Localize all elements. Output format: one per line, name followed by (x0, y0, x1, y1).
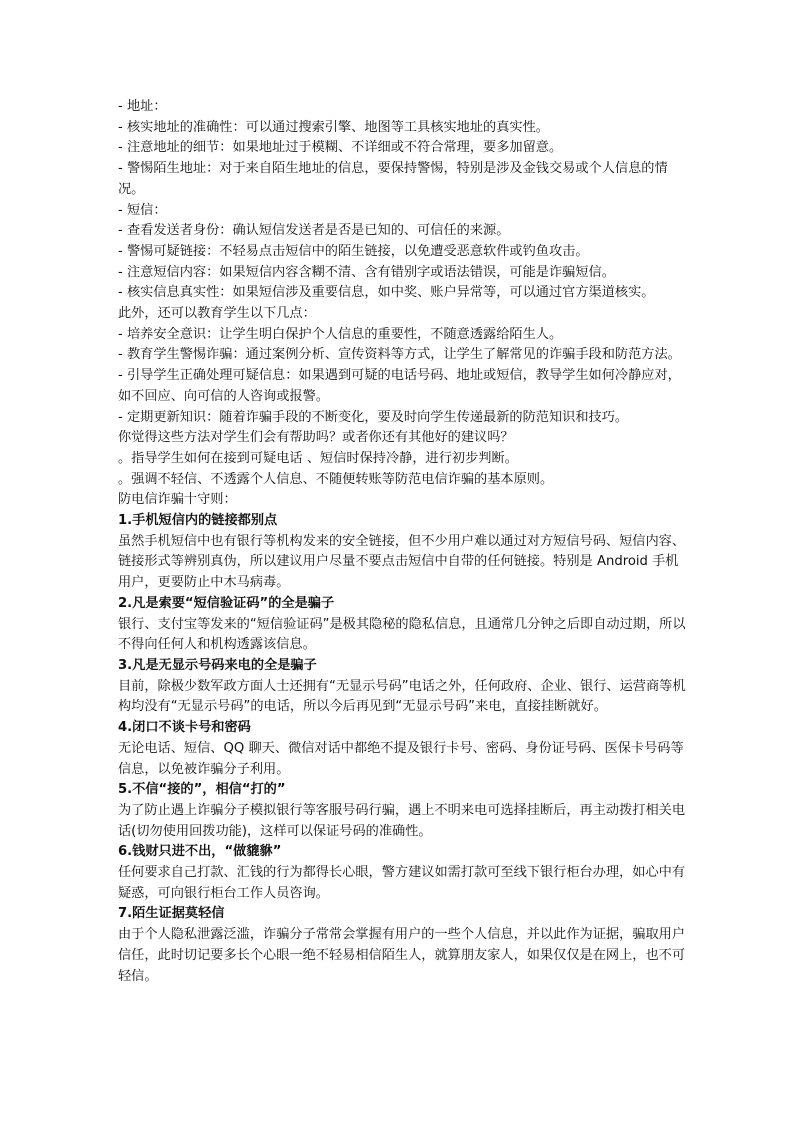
text-line: 此外，还可以教育学生以下几点： (118, 306, 316, 322)
rule-heading-5: 5.不信“接的”，相信“打的” (118, 782, 286, 798)
text-line: - 注意地址的细节：如果地址过于模糊、不详细或不符合常理，要多加留意。 (118, 140, 563, 156)
rule-body-4: 无论电话、短信、QQ 聊天、微信对话中都绝不提及银行卡号、密码、身份证号码、医保卡号码等信息，以免被诈骗分子利用。 (118, 740, 684, 777)
rule-heading-6: 6.钱财只进不出，“做貔貅” (118, 844, 282, 860)
text-line: - 定期更新知识：随着诈骗手段的不断变化，要及时向学生传递最新的防范知识和技巧。 (118, 409, 629, 425)
section-title: 防电信诈骗十守则： (118, 492, 237, 508)
rule-heading-2: 2.凡是索要“短信验证码”的全是骗子 (118, 595, 335, 611)
text-line: 。指导学生如何在接到可疑电话 、短信时保持冷静，进行初步判断。 (118, 450, 518, 466)
rule-body-5: 为了防止遇上诈骗分子模拟银行等客服号码行骗，遇上不明来电可选择挂断后，再主动拨打相关电话(切勿使用回拨功能)，这样可以保证号码的准确性。 (118, 802, 686, 839)
rule-heading-1: 1.手机短信内的链接都别点 (118, 513, 278, 529)
text-line: - 教育学生警惕诈骗：通过案例分析、宣传资料等方式，让学生了解常见的诈骗手段和防范方法。 (118, 347, 681, 363)
text-line: 你觉得这些方法对学生们会有帮助吗？或者你还有其他好的建议吗？ (118, 430, 514, 446)
rule-body-3: 目前，除极少数军政方面人士还拥有“无显示号码”电话之外，任何政府、企业、银行、运营商等机构均没有“无显示号码”的电话，所以今后再见到“无显示号码”来电，直接挂断就好。 (118, 678, 686, 715)
text-line: - 注意短信内容：如果短信内容含糊不清、含有错别字或语法错误，可能是诈骗短信。 (118, 264, 615, 280)
text-line: - 核实信息真实性：如果短信涉及重要信息，如中奖、账户异常等，可以通过官方渠道核实。 (118, 285, 655, 301)
text-line: - 地址： (118, 99, 167, 114)
text-line: - 引导学生正确处理可疑信息：如果遇到可疑的电话号码、地址或短信，教导学生如何冷静应对，如不回应、向可信的人咨询或报警。 (118, 368, 681, 404)
rule-body-7: 由于个人隐私泄露泛滥，诈骗分子常常会掌握有用户的一些个人信息，并以此作为证据，骗取用户信任，此时切记要多长个心眼一绝不轻易相信陌生人，就算朋友家人，如果仅仅是在网上，也不可轻信。 (118, 927, 686, 984)
rule-heading-7: 7.陌生证据莫轻信 (118, 906, 225, 922)
rule-body-6: 任何要求自己打款、汇钱的行为都得长心眼，警方建议如需打款可至线下银行柜台办理，如心中有疑惑，可向银行柜台工作人员咨询。 (118, 865, 686, 901)
text-line: - 警惕可疑链接：不轻易点击短信中的陌生链接，以免遭受恶意软件或钓鱼攻击。 (118, 243, 589, 259)
rule-heading-4: 4.闭口不谈卡号和密码 (118, 720, 251, 736)
document-body (118, 97, 688, 987)
rule-body-1: 虽然手机短信中也有银行等机构发来的安全链接，但不少用户难以通过对方短信号码、短信内容、链接形式等辨别真伪，所以建议用户尽量不要点击短信中自带的任何链接。特别是 Android 手机用户，更要防止中木马病毒。 (118, 533, 686, 591)
text-line: - 查看发送者身份：确认短信发送者是否是已知的、可信任的来源。 (118, 223, 510, 239)
rule-body-2: 银行、支付宝等发来的“短信验证码”是极其隐秘的隐私信息，且通常几分钟之后即自动过期，所以不得向任何人和机构透露该信息。 (118, 616, 686, 653)
text-line: - 核实地址的准确性：可以通过搜索引擎、地图等工具核实地址的真实性。 (118, 119, 549, 135)
text-line: - 短信： (118, 202, 167, 218)
text-line: 。强调不轻信、不透露个人信息、不随便转账等防范电信诈骗的基本原则。 (118, 471, 554, 487)
text-line: - 警惕陌生地址：对于来自陌生地址的信息，要保持警惕，特别是涉及金钱交易或个人信息的情况。 (118, 161, 668, 197)
rule-heading-3: 3.凡是无显示号码来电的全是骗子 (118, 657, 317, 673)
text-line: - 培养安全意识：让学生明白保护个人信息的重要性，不随意透露给陌生人。 (118, 326, 563, 342)
